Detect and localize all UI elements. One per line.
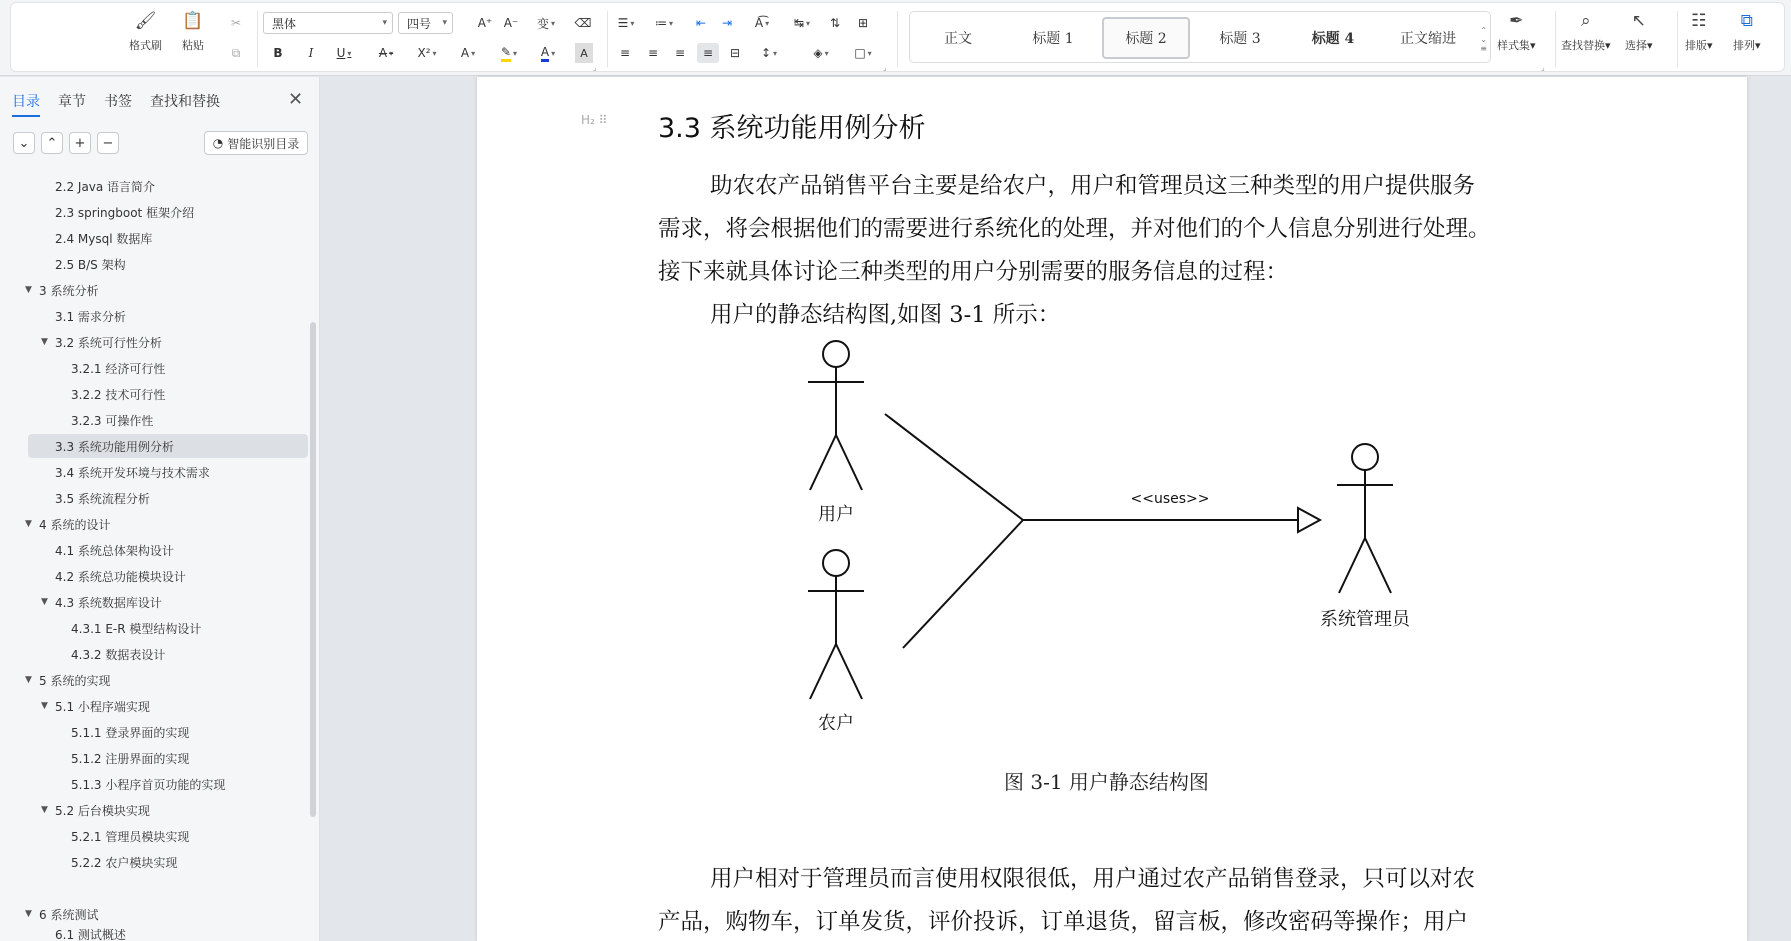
style-gallery — [909, 11, 1491, 63]
cut-icon[interactable]: ✂ — [230, 16, 242, 30]
gallery-scroll-icon[interactable]: ⌃ ⌄ ≡ — [1480, 26, 1487, 53]
tab-bookmarks[interactable]: 书签 — [104, 94, 132, 110]
list-item[interactable]: 5.2.2 农户模块实现 — [71, 855, 178, 870]
nav-toolbar — [13, 132, 119, 154]
figure-caption[interactable]: 图 3-1 用户静态结构图 — [1004, 770, 1209, 794]
divider — [897, 11, 898, 67]
list-item[interactable]: 4.3.1 E-R 模型结构设计 — [71, 621, 202, 636]
list-item[interactable]: 6 系统测试 — [39, 907, 99, 922]
chevron-down-icon[interactable]: ▼ — [41, 337, 48, 347]
border-icon[interactable]: □ ▾ — [854, 46, 872, 60]
paragraph-line[interactable]: 需求，将会根据他们的需要进行系统化的处理，并对他们的个人信息分别进行处理。 — [658, 216, 1491, 242]
chevron-down-icon[interactable]: ▼ — [25, 675, 32, 685]
actor-admin-label: 系统管理员 — [1320, 609, 1410, 630]
list-item[interactable]: 4.2 系统总功能模块设计 — [55, 569, 186, 584]
actor-user-label: 用户 — [818, 504, 854, 525]
align-right-icon[interactable]: ≡ — [674, 46, 686, 60]
layout-button[interactable]: ☷ 排版▾ — [1685, 11, 1713, 52]
select-button[interactable]: ↖ 选择▾ — [1625, 11, 1653, 52]
uses-relation-label: <<uses>> — [1130, 491, 1210, 507]
align-center-icon[interactable]: ≡ — [647, 46, 659, 60]
list-item-selected[interactable]: 3.3 系统功能用例分析 — [28, 434, 308, 458]
collapse-up-icon[interactable]: ⌃ — [41, 132, 63, 154]
style-heading-1[interactable]: 标题 1 — [1032, 31, 1074, 47]
style-heading-3[interactable]: 标题 3 — [1219, 31, 1261, 47]
list-item[interactable]: 2.4 Mysql 数据库 — [55, 231, 153, 246]
paragraph-line[interactable]: 产品，购物车，订单发货，评价投诉，订单退货，留言板，修改密码等操作；用户 — [658, 909, 1469, 935]
text-effect-icon[interactable]: A ▾ — [460, 46, 476, 60]
search-icon: ⌕ — [1581, 11, 1591, 31]
line-spacing-icon[interactable]: ↕ ▾ — [760, 46, 778, 60]
divider — [1555, 11, 1556, 67]
increase-indent-icon[interactable]: ⇥ — [721, 16, 733, 30]
ai-toc-button[interactable]: ◔ 智能识别目录 — [204, 131, 308, 155]
actor-farmer-label: 农户 — [818, 713, 854, 730]
nav-tabs — [12, 91, 220, 117]
add-icon[interactable]: + — [69, 132, 91, 154]
paragraph-line[interactable]: 接下来就具体讨论三种类型的用户分别需要的服务信息的过程： — [658, 259, 1289, 285]
chevron-down-icon[interactable]: ▼ — [25, 909, 32, 919]
list-item[interactable]: 3.2.2 技术可行性 — [71, 387, 166, 402]
scrollbar[interactable] — [310, 322, 316, 817]
list-item[interactable]: 2.5 B/S 架构 — [55, 257, 126, 272]
font-name-select[interactable]: 黑体 ▾ — [263, 12, 393, 34]
sort-icon[interactable]: ⇅ — [829, 16, 841, 30]
style-body-indent[interactable]: 正文缩进 — [1400, 31, 1456, 47]
divider — [607, 11, 608, 67]
list-item[interactable]: 3.2 系统可行性分析 — [55, 335, 162, 350]
paragraph-line[interactable]: 用户相对于管理员而言使用权限很低，用户通过农产品销售登录，只可以对农 — [710, 866, 1476, 892]
numbering-icon[interactable]: ≔ ▾ — [654, 16, 673, 30]
decrease-indent-icon[interactable]: ⇤ — [695, 16, 707, 30]
generalization-connector — [885, 414, 1320, 648]
arrange-icon: ⧉ — [1740, 11, 1753, 31]
tab-toc[interactable]: 目录 — [12, 91, 40, 117]
list-item[interactable]: 4 系统的设计 — [39, 517, 111, 532]
list-item[interactable]: 3 系统分析 — [39, 283, 99, 298]
font-size-select[interactable]: 四号 ▾ — [398, 12, 453, 34]
section-heading[interactable]: 3.3 系统功能用例分析 — [658, 113, 926, 144]
list-item[interactable]: 3.2.3 可操作性 — [71, 413, 154, 428]
list-item[interactable]: 5.2 后台模块实现 — [55, 803, 150, 818]
divider — [1677, 11, 1678, 67]
list-item[interactable]: 3.1 需求分析 — [55, 309, 126, 324]
font-color-icon[interactable]: A ▾ — [533, 43, 563, 63]
heading-level-marker[interactable]: H₂ ⠿ — [581, 113, 608, 127]
actor-farmer-figure — [808, 550, 864, 699]
justify-icon[interactable]: ≡ — [697, 43, 719, 63]
align-left-icon[interactable]: ≡ — [619, 46, 631, 60]
layout-icon: ☷ — [1691, 11, 1707, 31]
list-item[interactable]: 3.2.1 经济可行性 — [71, 361, 166, 376]
clear-format-icon[interactable]: ⌫ — [574, 16, 592, 30]
list-item[interactable]: 5.2.1 管理员模块实现 — [71, 829, 190, 844]
use-case-diagram[interactable] — [780, 330, 1440, 730]
strikethrough-icon[interactable]: A ▾ — [378, 46, 394, 60]
list-item[interactable]: 4.3.2 数据表设计 — [71, 647, 166, 662]
list-item[interactable]: 5.1.1 登录界面的实现 — [71, 725, 190, 740]
arrange-button[interactable]: ⧉ 排列▾ — [1733, 11, 1761, 52]
list-item[interactable]: 5.1.2 注册界面的实现 — [71, 751, 190, 766]
find-replace-button[interactable]: ⌕ 查找替换▾ — [1561, 11, 1611, 52]
list-item[interactable]: 3.5 系统流程分析 — [55, 491, 150, 506]
paragraph-line[interactable]: 助农农产品销售平台主要是给农户，用户和管理员这三种类型的用户提供服务 — [710, 173, 1476, 199]
remove-icon[interactable]: − — [97, 132, 119, 154]
show-marks-icon[interactable]: ⊞ — [857, 16, 869, 30]
shrink-font-icon[interactable]: A⁻ — [503, 16, 519, 30]
paragraph-dialog-launcher-icon[interactable]: ⌟ — [883, 63, 887, 72]
paragraph-line[interactable]: 用户的静态结构图,如图 3-1 所示： — [710, 302, 1061, 328]
chevron-down-icon[interactable]: ▼ — [41, 701, 48, 711]
font-dialog-launcher-icon[interactable]: ⌟ — [593, 63, 597, 72]
italic-icon[interactable]: I — [308, 46, 314, 60]
chevron-down-icon[interactable]: ▼ — [25, 519, 32, 529]
style-normal[interactable]: 正文 — [944, 31, 972, 47]
format-painter-icon: 🖌 — [134, 11, 157, 31]
distribute-icon[interactable]: ⊟ — [729, 46, 741, 60]
shading-icon[interactable]: ◈ ▾ — [813, 46, 829, 60]
ribbon-toolbar — [0, 0, 1791, 76]
divider — [257, 11, 258, 67]
superscript-icon[interactable]: X² ▾ — [417, 46, 437, 60]
style-set-icon: ✒ — [1509, 11, 1524, 31]
underline-icon[interactable]: U ▾ — [336, 46, 352, 60]
phonetic-guide-icon[interactable]: 变 ▾ — [536, 16, 556, 31]
chevron-down-icon[interactable]: ▼ — [25, 285, 32, 295]
tab-find-replace[interactable]: 查找和替换 — [150, 94, 220, 110]
ribbon-panel — [10, 2, 1785, 72]
format-painter-button[interactable]: 🖌 格式刷 — [129, 11, 162, 52]
list-item[interactable]: 5.1 小程序端实现 — [55, 699, 150, 714]
style-set-button[interactable]: ✒ 样式集▾ — [1497, 11, 1536, 52]
list-item[interactable]: 4.3 系统数据库设计 — [55, 595, 162, 610]
styles-dialog-launcher-icon[interactable]: ⌟ — [1541, 63, 1545, 72]
style-heading-4[interactable]: 标题 4 — [1311, 31, 1355, 47]
char-shading-icon[interactable]: A — [575, 43, 593, 63]
text-direction-icon[interactable]: A͡ ▾ — [754, 16, 770, 30]
actor-user-figure — [808, 341, 864, 490]
chevron-down-icon: ▾ — [442, 18, 447, 28]
grow-font-icon[interactable]: A⁺ — [477, 16, 493, 30]
bold-icon[interactable]: B — [273, 46, 283, 60]
asian-layout-icon[interactable]: ↹ ▾ — [793, 16, 811, 30]
list-item[interactable]: 6.1 测试概述 — [55, 928, 126, 941]
list-item[interactable]: 2.2 Java 语言简介 — [55, 179, 156, 194]
ai-icon: ◔ — [212, 136, 224, 150]
chevron-down-icon[interactable]: ▼ — [41, 597, 48, 607]
list-item[interactable]: 5 系统的实现 — [39, 673, 111, 688]
highlight-icon[interactable]: ✎ ▾ — [493, 43, 525, 63]
copy-icon[interactable]: ⧉ — [231, 45, 241, 60]
cursor-icon: ↖ — [1631, 11, 1646, 31]
paste-icon: 📋 — [182, 11, 204, 31]
list-item[interactable]: 3.4 系统开发环境与技术需求 — [55, 465, 210, 480]
list-item[interactable]: 5.1.3 小程序首页功能的实现 — [71, 777, 226, 792]
chevron-down-icon: ▾ — [382, 18, 387, 28]
close-icon[interactable]: ✕ — [288, 89, 304, 110]
navigation-pane — [0, 77, 320, 941]
tab-chapters[interactable]: 章节 — [58, 94, 86, 110]
collapse-down-icon[interactable]: ⌄ — [13, 132, 35, 154]
list-item[interactable]: 2.3 springboot 框架介绍 — [55, 205, 195, 220]
list-item[interactable]: 4.1 系统总体架构设计 — [55, 543, 174, 558]
actor-admin-figure — [1337, 444, 1393, 593]
paste-button[interactable]: 📋 粘贴 — [182, 11, 204, 52]
bullets-icon[interactable]: ☰ ▾ — [617, 16, 635, 30]
chevron-down-icon[interactable]: ▼ — [41, 805, 48, 815]
style-heading-2[interactable]: 标题 2 — [1102, 17, 1190, 59]
